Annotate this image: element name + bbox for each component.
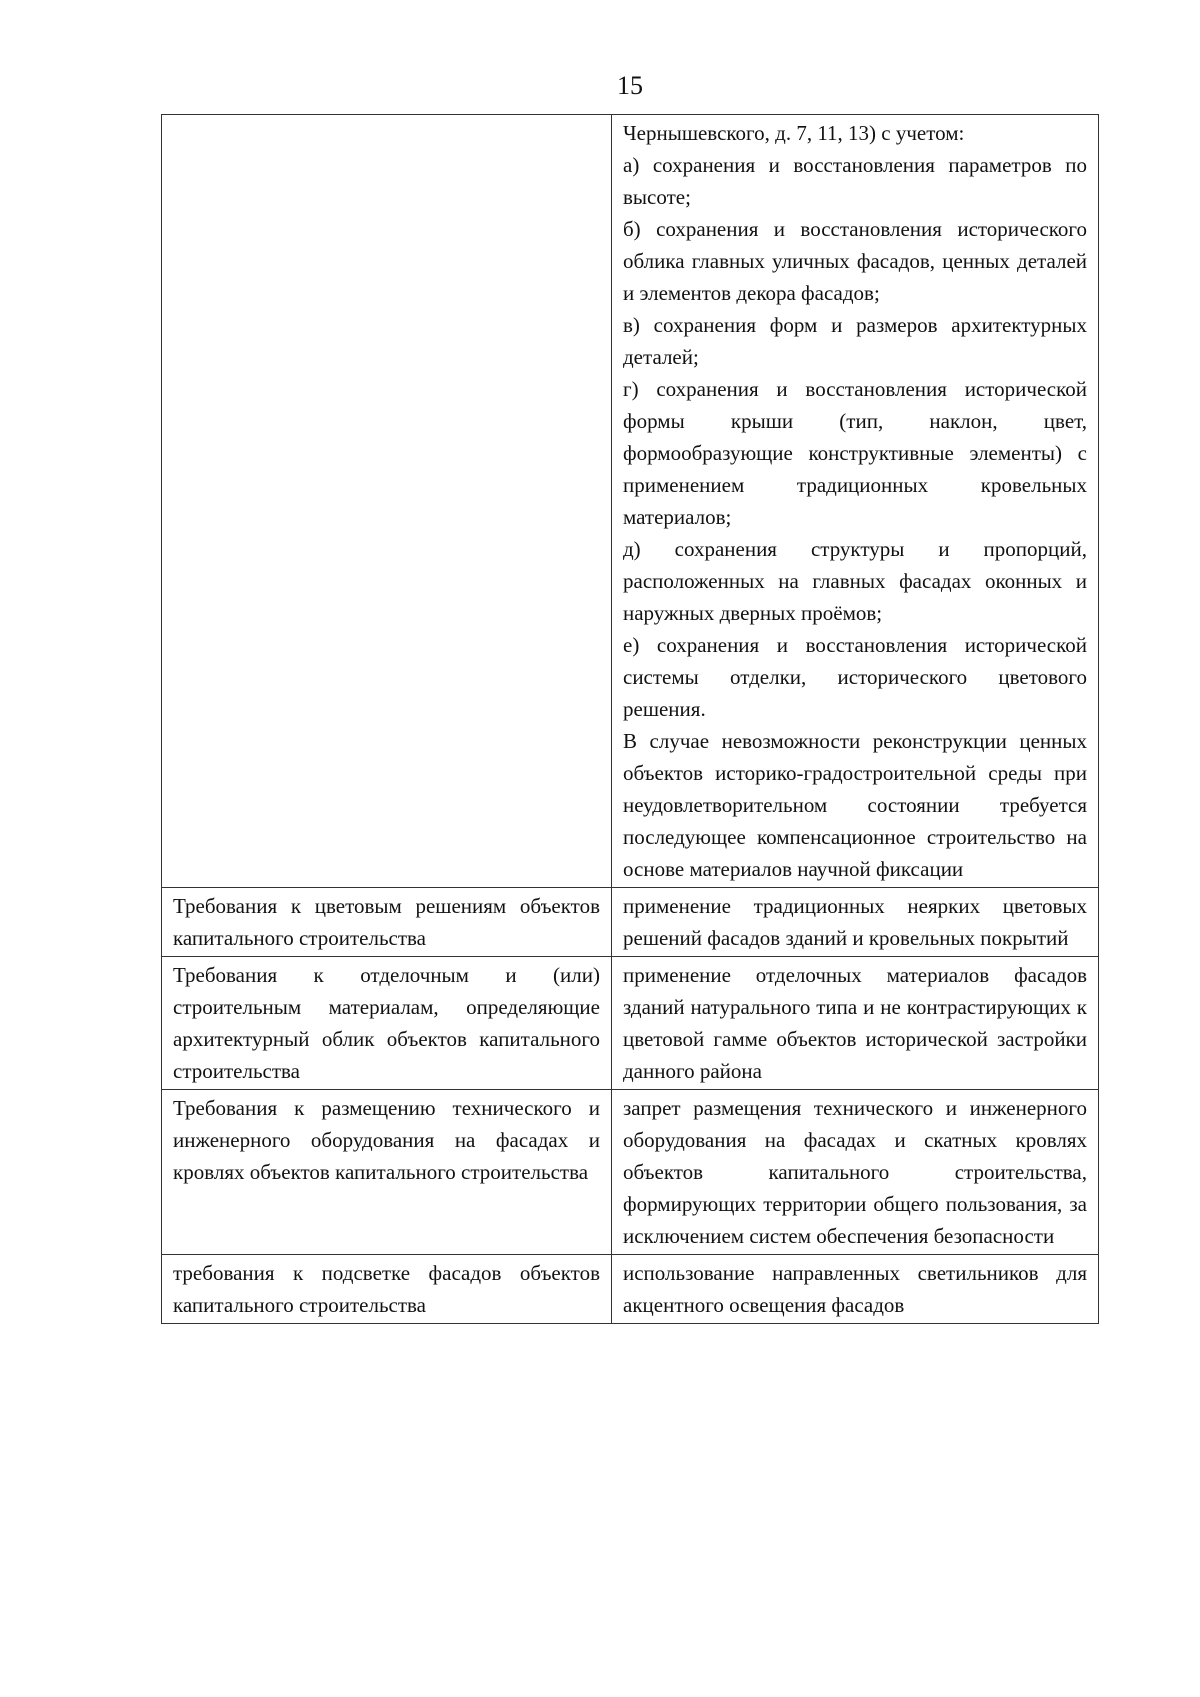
requirement-name-cell [162, 115, 612, 888]
requirement-name-cell [162, 888, 612, 957]
requirement-name-cell [162, 1255, 612, 1324]
requirement-line: применение традиционных неярких цветовых решений фасадов зданий и кровельных покрытий [623, 894, 1087, 950]
requirement-line: б) сохранения и восстановления исторического облика главных уличных фасадов, ценных деталей и элементов декора фасадов; [623, 217, 1087, 305]
requirement-name: Требования к отделочным и (или) строительным материалам, определяющие архитектурный облик объектов капитального строительства [173, 963, 600, 1083]
requirement-name-cell [162, 957, 612, 1090]
table-row [162, 957, 1099, 1090]
requirement-name-cell [162, 1090, 612, 1255]
table-row [162, 888, 1099, 957]
requirement-value-cell [612, 115, 1099, 888]
requirement-line: в) сохранения форм и размеров архитектурных деталей; [623, 313, 1087, 369]
requirement-name: требования к подсветке фасадов объектов капитального строительства [173, 1261, 600, 1317]
requirement-line: запрет размещения технического и инженерного оборудования на фасадах и скатных кровлях объектов капитального строительства, формирующих территории общего пользования, за исключением систем обеспечения безопасности [623, 1096, 1087, 1248]
requirement-name: Требования к цветовым решениям объектов капитального строительства [173, 894, 600, 950]
requirement-line: В случае невозможности реконструкции ценных объектов историко-градостроительной среды при неудовлетворительном состоянии требуется последующее компенсационное строительство на основе материалов научной фиксации [623, 729, 1087, 881]
table-row [162, 115, 1099, 888]
requirement-line: применение отделочных материалов фасадов зданий натурального типа и не контрастирующих к цветовой гамме объектов исторической застройки данного района [623, 963, 1087, 1083]
requirement-value-cell [612, 1090, 1099, 1255]
requirement-line: е) сохранения и восстановления исторической системы отделки, исторического цветового решения. [623, 633, 1087, 721]
page-number: 15 [617, 71, 643, 100]
requirements-table [161, 114, 1099, 1324]
requirement-line: д) сохранения структуры и пропорций, расположенных на главных фасадах оконных и наружных дверных проёмов; [623, 537, 1087, 625]
requirement-line: а) сохранения и восстановления параметров по высоте; [623, 153, 1087, 209]
table-row [162, 1090, 1099, 1255]
requirement-value-cell [612, 888, 1099, 957]
requirement-line: использование направленных светильников для акцентного освещения фасадов [623, 1261, 1087, 1317]
requirement-value-cell [612, 1255, 1099, 1324]
requirement-name: Требования к размещению технического и инженерного оборудования на фасадах и кровлях объектов капитального строительства [173, 1096, 600, 1184]
requirement-value-cell [612, 957, 1099, 1090]
table-row [162, 1255, 1099, 1324]
requirement-line: г) сохранения и восстановления исторической формы крыши (тип, наклон, цвет, формообразующие конструктивные элементы) с применением традиционных кровельных материалов; [623, 377, 1087, 529]
requirement-line: Чернышевского, д. 7, 11, 13) с учетом: [623, 121, 965, 145]
